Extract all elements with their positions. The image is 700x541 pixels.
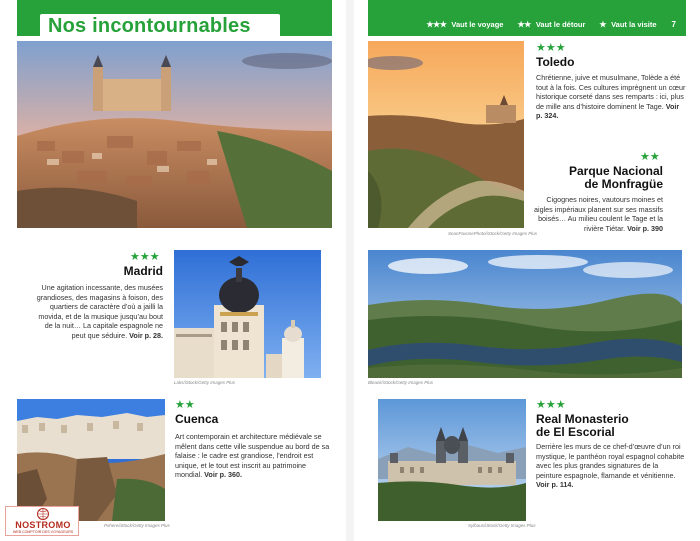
toledo-photo-credit: SeanPavonePhoto/iStock/Getty Images Plus xyxy=(448,231,538,236)
legend-two-label: Vaut le détour xyxy=(535,20,586,29)
escorial-text: Derrière les murs de ce chef-d’œuvre d’un roi mystique, le panthéon royal espagnol cohabite avec les plus grandes signatures de la peinture espagnole, flamande et vénitienne. xyxy=(536,442,685,480)
monfrague-description xyxy=(530,195,663,233)
escorial-heading-line1: Real Monasterio xyxy=(536,412,629,426)
rating-legend xyxy=(426,20,676,29)
toledo-text: Chrétienne, juive et musulmane, Tolède a été tout à la fois. Ces cultures imprègnent un cœur historique corseté dans ses remparts : ici, plus de mille ans d’histoire dominent le Tage. xyxy=(536,73,686,111)
toledo-city-photo xyxy=(17,41,332,228)
legend-one-star: ★ xyxy=(599,20,607,29)
cuenca-rating-stars: ★★ xyxy=(175,399,195,411)
monfrague-heading-line1: Parque Nacional xyxy=(568,164,663,178)
madrid-text: Une agitation incessante, des musées grandioses, des magasins à foison, des quartiers de caractère d’où a jailli la movida, et de la musique jusqu’au bout de la nuit… La capitale espagnole ne peut que séduire. xyxy=(36,283,163,340)
escorial-photo-credit: Sylbaus/iStock/Getty Images Plus xyxy=(468,523,536,528)
madrid-page-ref: Voir p. 28. xyxy=(129,330,163,340)
monfrague-heading xyxy=(544,165,663,191)
toledo-description xyxy=(536,73,686,121)
cuenca-text: Art contemporain et architecture médiévale se mêlent dans cette ville suspendue au bord de sa falaise : le cadre est grandiose, l’endroit est unique, et le tout est inscrit au patrimoine mondial. xyxy=(175,432,330,480)
cuenca-page-ref: Voir p. 360. xyxy=(204,470,242,480)
logo-name: NOSTROMO xyxy=(15,520,71,530)
cuenca-photo xyxy=(17,399,165,521)
legend-three-label: Vaut le voyage xyxy=(451,20,504,29)
madrid-photo xyxy=(174,250,321,378)
right-page xyxy=(354,0,700,541)
section-title-box xyxy=(40,14,280,41)
toledo-page-ref: Voir p. 324. xyxy=(536,101,680,121)
escorial-heading-line2: de El Escorial xyxy=(536,425,615,439)
left-page xyxy=(0,0,346,541)
book-gutter xyxy=(346,0,354,541)
cuenca-description xyxy=(175,432,335,480)
escorial-rating-stars: ★★★ xyxy=(536,399,566,411)
logo-tagline: WEB COMPTOIR DES VOYAGEURS xyxy=(12,530,74,534)
madrid-heading: Madrid xyxy=(123,264,163,278)
toledo-heading: Toledo xyxy=(536,55,575,69)
monfrague-photo xyxy=(368,250,682,378)
monfrague-text: Cigognes noires, vautours moines et aigles impériaux planent sur ses massifs boisés… Au milieu coulent le Tage et la rivière Tiétar. xyxy=(533,195,663,233)
legend-two-stars: ★★ xyxy=(517,20,531,29)
madrid-photo-credit: Laks/iStock/Getty Images Plus xyxy=(174,380,236,385)
header-bar-right xyxy=(368,0,686,36)
monfrague-photo-credit: Bleack/iStock/Getty Images Plus xyxy=(368,380,434,385)
escorial-page-ref: Voir p. 114. xyxy=(536,480,574,490)
toledo-rating-stars: ★★★ xyxy=(536,42,566,54)
escorial-description xyxy=(536,442,686,490)
monfrague-rating-stars: ★★ xyxy=(640,151,660,163)
madrid-rating-stars: ★★★ xyxy=(130,251,160,263)
toledo-river-photo xyxy=(368,41,524,228)
escorial-heading xyxy=(536,413,686,439)
monfrague-page-ref: Voir p. 390 xyxy=(627,223,663,233)
madrid-description xyxy=(32,283,163,341)
page-number: 7 xyxy=(671,20,676,29)
cuenca-photo-credit: Pxhere/iStock/Getty Images Plus xyxy=(104,523,170,528)
cuenca-heading: Cuenca xyxy=(175,412,219,426)
section-title: Nos incontournables xyxy=(48,15,251,37)
legend-one-label: Vaut la visite xyxy=(611,20,657,29)
legend-three-stars: ★★★ xyxy=(426,20,447,29)
escorial-photo xyxy=(378,399,526,521)
globe-icon xyxy=(36,508,50,520)
monfrague-heading-line2: de Monfragüe xyxy=(584,177,663,191)
nostromo-watermark-logo xyxy=(5,506,79,536)
